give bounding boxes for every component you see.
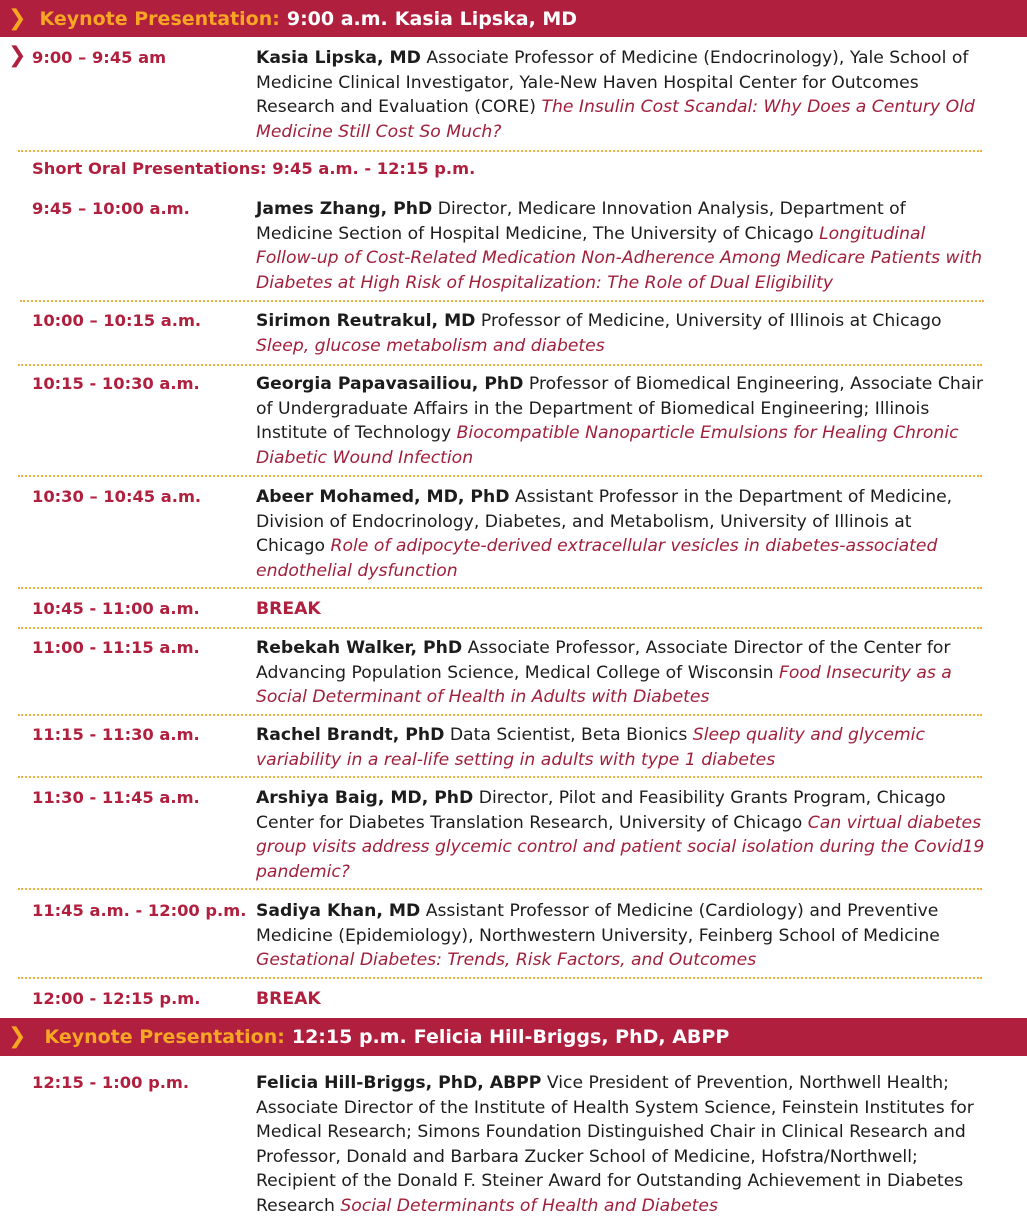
break-label: BREAK: [256, 599, 321, 619]
keynote-time: 9:00 a.m.: [286, 7, 388, 30]
divider: [18, 888, 982, 890]
speaker-name: Sadiya Khan, MD: [256, 901, 421, 921]
talk-title: Longitudinal Follow-up of Cost-Related Medication Non-Adherence Among Medicare Patients with Diabetes at High Risk of Hospitalization: The Role of Dual Eligibility: [256, 223, 982, 293]
talk-title: The Insulin Cost Scandal: Why Does a Century Old Medicine Still Cost So Much?: [256, 97, 975, 142]
speaker-affiliation: Professor of Biomedical Engineering, Associate Chair of Undergraduate Affairs in the Department of Biomedical Engineering; Illinois Institute of Technology: [256, 374, 984, 444]
speaker-affiliation: Professor of Medicine, University of Illinois at Chicago: [480, 311, 942, 331]
speaker-name: James Zhang, PhD: [256, 199, 433, 219]
speaker-affiliation: Director, Pilot and Feasibility Grants Program, Chicago Center for Diabetes Translation Research, University of Chicago: [256, 788, 946, 833]
session-time: 11:15 - 11:30 a.m.: [32, 725, 200, 744]
session-description: [256, 309, 986, 358]
talk-title: Social Determinants of Health and Diabetes: [340, 1195, 718, 1216]
keynote-label: Keynote Presentation:: [39, 7, 280, 30]
session-time: 10:45 - 11:00 a.m.: [32, 599, 200, 618]
short-oral-heading: Short Oral Presentations: 9:45 a.m. - 12:15 p.m.: [32, 159, 476, 178]
speaker-name: Rachel Brandt, PhD: [256, 725, 445, 745]
speaker-name: Sirimon Reutrakul, MD: [256, 311, 476, 331]
divider: [18, 150, 982, 152]
session-time: 12:00 - 12:15 p.m.: [32, 989, 201, 1008]
chevron-right-icon: ❯: [8, 5, 27, 31]
talk-title: Role of adipocyte-derived extracellular vesicles in diabetes-associated endothelial dysfunction: [256, 536, 938, 581]
speaker-name: Abeer Mohamed, MD, PhD: [256, 487, 510, 507]
session-description: [256, 636, 986, 710]
keynote-speaker: Kasia Lipska, MD: [394, 7, 578, 30]
talk-title: Sleep quality and glycemic variability in a real-life setting in adults with type 1 diabetes: [256, 725, 925, 770]
keynote-speaker: Felicia Hill-Briggs, PhD, ABPP: [413, 1026, 730, 1048]
session-description: [256, 197, 986, 295]
talk-title: Sleep, glucose metabolism and diabetes: [256, 335, 605, 356]
talk-title: Food Insecurity as a Social Determinant of Health in Adults with Diabetes: [256, 662, 952, 708]
session-time: 11:30 - 11:45 a.m.: [32, 788, 200, 807]
speaker-affiliation: Vice President of Prevention, Northwell Health; Associate Director of the Institute of Health System Science, Feinstein Institutes for Medical Research; Simons Foundation Distinguished Chair in Clinical Research and Professor, Donald and Barbara Zucker School of Medicine, Hofstra/Northwell; Recipient of the Donald F. Steiner Award for Outstanding Achievement in Diabetes Research: [256, 1073, 974, 1216]
session-time: 11:45 a.m. - 12:00 p.m.: [32, 901, 247, 920]
speaker-name: Rebekah Walker, PhD: [256, 638, 463, 658]
talk-title: Gestational Diabetes: Trends, Risk Factors, and Outcomes: [256, 950, 757, 971]
session-time: 9:00 – 9:45 am: [32, 48, 167, 67]
session-time: 10:30 – 10:45 a.m.: [32, 487, 202, 506]
speaker-name: Georgia Papavasailiou, PhD: [256, 374, 524, 394]
divider: [18, 364, 982, 366]
session-time: 10:00 – 10:15 a.m.: [32, 311, 202, 330]
speaker-affiliation: Assistant Professor in the Department of Medicine, Division of Endocrinology, Diabetes, and Metabolism, University of Illinois at Chicago: [256, 487, 953, 557]
session-time: 9:45 – 10:00 a.m.: [32, 199, 190, 218]
speaker-affiliation: Associate Professor, Associate Director of the Center for Advancing Population Science, Medical College of Wisconsin: [256, 638, 951, 683]
chevron-right-icon: ❯: [8, 43, 27, 68]
session-description: [256, 1071, 986, 1219]
divider: [18, 977, 982, 979]
session-time: 12:15 - 1:00 p.m.: [32, 1073, 190, 1092]
speaker-name: Kasia Lipska, MD: [256, 48, 421, 68]
divider: [18, 627, 982, 629]
session-description: [256, 786, 986, 884]
divider: [18, 714, 982, 716]
divider: [18, 776, 982, 778]
divider: [18, 587, 982, 589]
speaker-affiliation: Assistant Professor of Medicine (Cardiology) and Preventive Medicine (Epidemiology), Northwestern University, Feinberg School of Medicine: [256, 901, 940, 946]
session-description: [256, 372, 986, 470]
keynote-time: 12:15 p.m.: [291, 1026, 407, 1048]
session-time: 10:15 - 10:30 a.m.: [32, 374, 200, 393]
keynote-label: Keynote Presentation:: [44, 1026, 285, 1048]
keynote-banner-2: [0, 1018, 1027, 1056]
speaker-affiliation: Data Scientist, Beta Bionics: [449, 725, 688, 745]
speaker-name: Felicia Hill-Briggs, PhD, ABPP: [256, 1073, 542, 1093]
session-time: 11:00 - 11:15 a.m.: [32, 638, 200, 657]
talk-title: Can virtual diabetes group visits address glycemic control and patient social isolation during the Covid19 pandemic?: [256, 812, 985, 882]
session-description: [256, 46, 986, 144]
divider: [18, 475, 982, 477]
session-description: [256, 723, 986, 772]
keynote-banner-1: [0, 0, 1027, 37]
session-description: [256, 485, 986, 583]
speaker-affiliation: Associate Professor of Medicine (Endocrinology), Yale School of Medicine Clinical Investigator, Yale-New Haven Hospital Center for Outcomes Research and Evaluation (CORE): [256, 48, 969, 118]
divider: [20, 300, 984, 302]
chevron-right-icon: ❯: [8, 1024, 27, 1049]
talk-title: Biocompatible Nanoparticle Emulsions for Healing Chronic Diabetic Wound Infection: [256, 423, 959, 468]
speaker-affiliation: Director, Medicare Innovation Analysis, Department of Medicine Section of Hospital Medicine, The University of Chicago: [256, 199, 906, 244]
break-label: BREAK: [256, 989, 321, 1009]
speaker-name: Arshiya Baig, MD, PhD: [256, 788, 474, 808]
session-description: [256, 899, 986, 973]
